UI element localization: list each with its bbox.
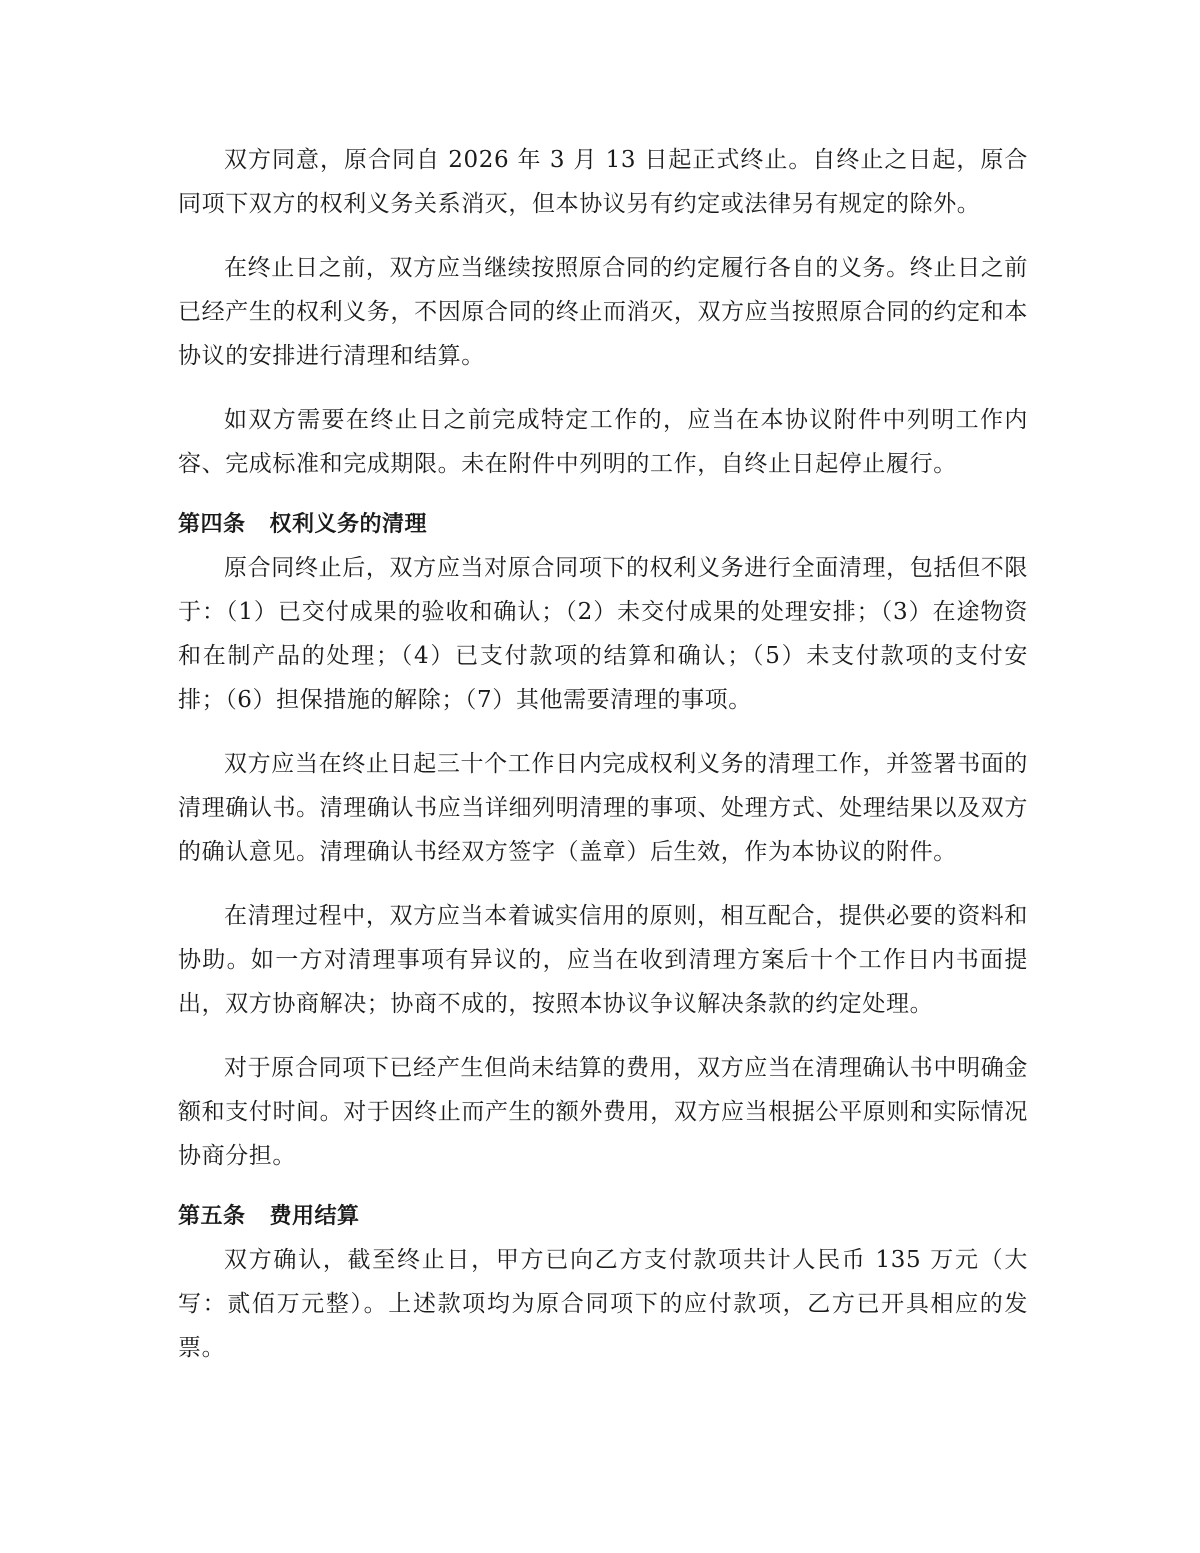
article-4-heading — [178, 506, 1028, 544]
article-5-title: 费用结算 — [269, 1204, 360, 1229]
article-5-number: 第五条 — [178, 1204, 246, 1229]
document-body — [178, 138, 1028, 1390]
article-4-paragraph-1: 原合同终止后，双方应当对原合同项下的权利义务进行全面清理，包括但不限于：（1）已交付成果的验收和确认；（2）未交付成果的处理安排；（3）在途物资和在制产品的处理；（4）已支付款项的结算和确认；（5）未支付款项的支付安排；（6）担保措施的解除；（7）其他需要清理的事项。 — [178, 555, 1028, 713]
intro-paragraph-2: 在终止日之前，双方应当继续按照原合同的约定履行各自的义务。终止日之前已经产生的权利义务，不因原合同的终止而消灭，双方应当按照原合同的约定和本协议的安排进行清理和结算。 — [178, 255, 1028, 369]
article-5-paragraph-1: 双方确认，截至终止日，甲方已向乙方支付款项共计人民币 135 万元（大写：贰佰万元整）。上述款项均为原合同项下的应付款项，乙方已开具相应的发票。 — [178, 1247, 1028, 1361]
intro-paragraph-3: 如双方需要在终止日之前完成特定工作的，应当在本协议附件中列明工作内容、完成标准和完成期限。未在附件中列明的工作，自终止日起停止履行。 — [178, 407, 1028, 477]
article-4-title: 权利义务的清理 — [269, 512, 428, 537]
article-4-number: 第四条 — [178, 512, 246, 537]
article-5-heading — [178, 1198, 1028, 1236]
article-4-paragraph-4: 对于原合同项下已经产生但尚未结算的费用，双方应当在清理确认书中明确金额和支付时间。对于因终止而产生的额外费用，双方应当根据公平原则和实际情况协商分担。 — [178, 1055, 1028, 1169]
article-4-paragraph-2: 双方应当在终止日起三十个工作日内完成权利义务的清理工作，并签署书面的清理确认书。清理确认书应当详细列明清理的事项、处理方式、处理结果以及双方的确认意见。清理确认书经双方签字（盖章）后生效，作为本协议的附件。 — [178, 751, 1028, 865]
article-4-paragraph-3: 在清理过程中，双方应当本着诚实信用的原则，相互配合，提供必要的资料和协助。如一方对清理事项有异议的，应当在收到清理方案后十个工作日内书面提出，双方协商解决；协商不成的，按照本协议争议解决条款的约定处理。 — [178, 903, 1028, 1017]
intro-paragraph-1: 双方同意，原合同自 2026 年 3 月 13 日起正式终止。自终止之日起，原合同项下双方的权利义务关系消灭，但本协议另有约定或法律另有规定的除外。 — [178, 147, 1028, 217]
